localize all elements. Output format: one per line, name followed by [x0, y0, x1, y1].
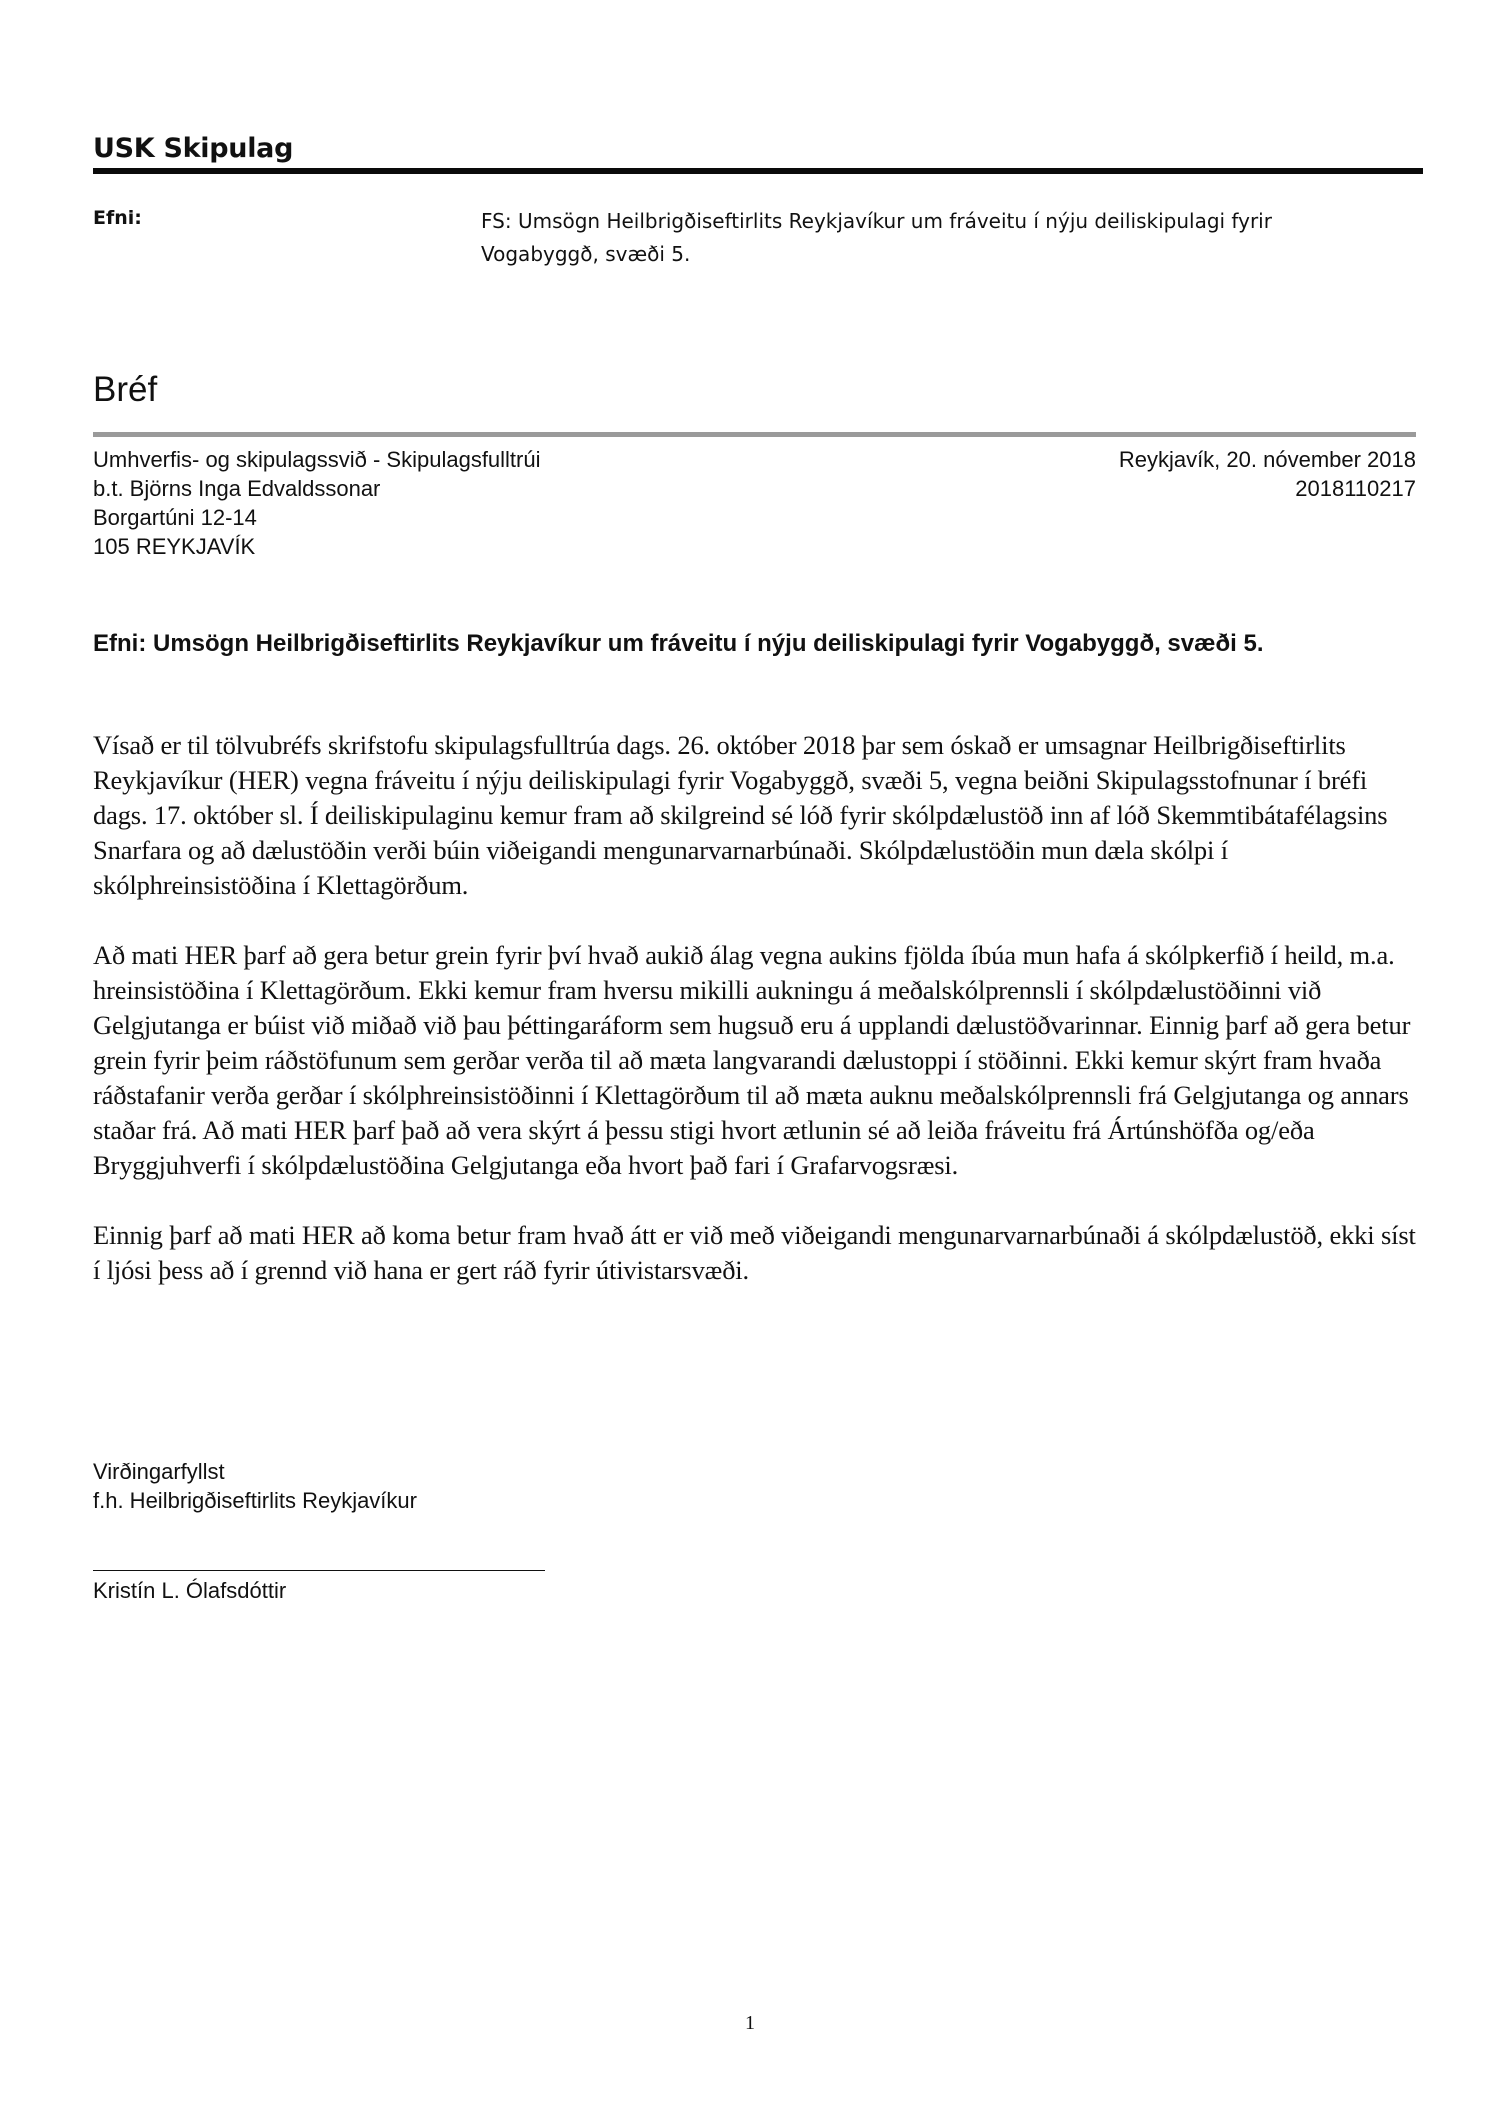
body-paragraph: Einnig þarf að mati HER að koma betur fram hvað átt er við með viðeigandi mengunarvarnarbúnaði á skólpdælustöð, ekki síst í ljósi þess að í grennd við hana er gert ráð fyrir útivistarsvæði. [93, 1220, 1416, 1285]
recipient-line: b.t. Björns Inga Edvaldssonar [93, 476, 381, 501]
closing-block [93, 1457, 417, 1515]
subject-field-label: Efni: [93, 207, 142, 229]
closing-salutation: Virðingarfyllst [93, 1459, 225, 1484]
recipient-address [93, 445, 541, 561]
body-paragraph: Vísað er til tölvubréfs skrifstofu skipulagsfulltrúa dags. 26. október 2018 þar sem óskað er umsagnar Heilbrigðiseftirlits Reykjavíkur (HER) vegna fráveitu í nýju deiliskipulagi fyrir Vogabyggð, svæði 5, vegna beiðni Skipulagsstofnunar í bréfi dags. 17. október sl. Í deiliskipulaginu kemur fram að skilgreind sé lóð fyrir skólpdælustöð inn af lóð Skemmtibátafélagsins Snarfara og að dælustöðin verði búin viðeigandi mengunarvarnarbúnaði. Skólpdælustöðin mun dæla skólpi í skólphreinsistöðina í Klettagörðum. [93, 730, 1388, 900]
recipient-line: Borgartúni 12-14 [93, 505, 257, 530]
on-behalf-of: f.h. Heilbrigðiseftirlits Reykjavíkur [93, 1488, 417, 1513]
letter-subject: Efni: Umsögn Heilbrigðiseftirlits Reykjavíkur um fráveitu í nýju deiliskipulagi fyrir Vogabyggð, svæði 5. [93, 630, 1264, 657]
letter-heading: Bréf [93, 370, 158, 409]
body-paragraph: Að mati HER þarf að gera betur grein fyrir því hvað aukið álag vegna aukins fjölda íbúa mun hafa á skólpkerfið í heild, m.a. hreinsistöðina í Klettagörðum. Ekki kemur fram hversu mikilli aukningu á meðalskólprennsli í skólpdælustöðinni við Gelgjutanga er búist við miðað við þau þéttingaráform sem hugsuð eru á upplandi dælustöðvarinnar. Einnig þarf að gera betur grein fyrir þeim ráðstöfunum sem gerðar verða til að mæta langvarandi dælustoppi í stöðinni. Ekki kemur skýrt fram hvaða ráðstafanir verða gerðar í skólphreinsistöðinni í Klettagörðum til að mæta auknu meðalskólprennsli frá Gelgjutanga og annars staðar frá. Að mati HER þarf það að vera skýrt á þessu stigi hvort ætlunin sé að leiða fráveitu frá Ártúnshöfða og/eða Bryggjuhverfi í skólpdælustöðina Gelgjutanga eða hvort það fari í Grafarvogsræsi. [93, 940, 1411, 1180]
document-header-title: USK Skipulag [93, 133, 294, 164]
page-number: 1 [745, 2012, 755, 2034]
date-reference-block [1119, 445, 1416, 503]
reference-number: 2018110217 [1295, 476, 1416, 501]
letter-body [93, 728, 1423, 1323]
letter-heading-divider [93, 432, 1416, 437]
recipient-line: Umhverfis- og skipulagssvið - Skipulagsfulltrúi [93, 447, 541, 472]
subject-field-value: FS: Umsögn Heilbrigðiseftirlits Reykjavíkur um fráveitu í nýju deiliskipulagi fyrir Vogabyggð, svæði 5. [481, 209, 1272, 266]
signature-line [93, 1570, 545, 1571]
header-divider [93, 168, 1423, 174]
recipient-line: 105 REYKJAVÍK [93, 534, 256, 559]
place-date: Reykjavík, 20. nóvember 2018 [1118, 447, 1416, 472]
signatory-name: Kristín L. Ólafsdóttir [93, 1578, 287, 1603]
